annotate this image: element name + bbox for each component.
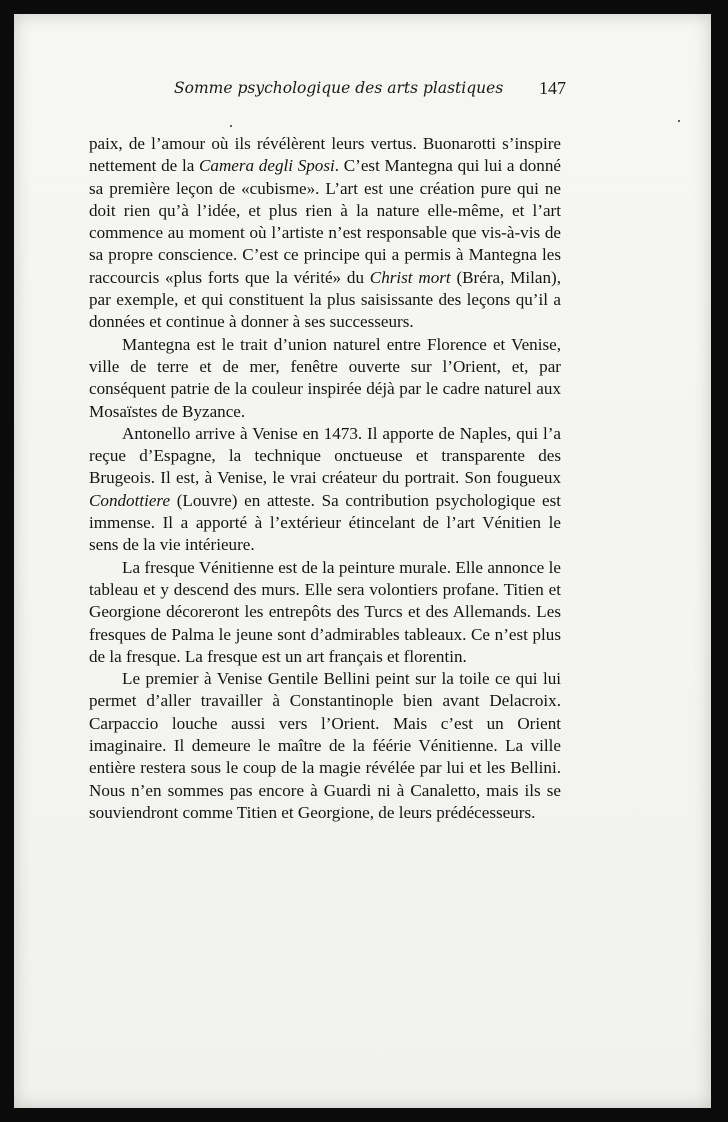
running-head: [90, 76, 566, 104]
running-title: Somme psychologique des arts plastiques: [174, 79, 504, 97]
paragraph: [89, 133, 561, 334]
page-number: 147: [539, 78, 566, 98]
text-run: La fresque Vénitienne est de la peinture murale. Elle annonce le tableau et y descend des murs. Elle sera volontiers profane. Titien et Georgione décoreront les entrepôts des Turcs et des Allemands. Les fresques de Palma le jeune sont d’admirables tableaux. Ce n’est plus de la fresque. La fresque est un art français et florentin.: [89, 557, 561, 666]
italic-title: Camera degli Sposi: [199, 156, 335, 176]
italic-title: Christ mort: [369, 267, 451, 287]
text-run: (Louvre) en atteste. Sa contribution psychologique est immense. Il a apporté à l’extérieur étincelant de l’art Vénitien le sens de la vie intérieure.: [89, 490, 561, 555]
print-speck: [230, 125, 232, 127]
text-run: . C’est Mantegna qui lui a donné sa première leçon de «cubisme». L’art est une création pure qui ne doit rien qu’à l’idée, et plus rien à la nature elle-même, et l’art commence au moment où l’artiste n’est responsable que vis-à-vis de sa propre conscience. C’est ce principe qui a permis à Mantegna les raccourcis «plus forts que la vérité» du: [89, 156, 561, 287]
text-run: paix, de l’amour où ils révélèrent leurs vertus. Buonarotti s’inspire nettement de la: [89, 134, 561, 176]
body-text: [89, 133, 561, 824]
paragraph: [89, 423, 561, 557]
text-run: Le premier à Venise Gentile Bellini peint sur la toile ce qui lui permet d’aller travailler à Constantinople bien avant Delacroix. Carpaccio louche aussi vers l’Orient. Mais c’est un Orient imaginaire. Il demeure le maître de la féérie Vénitienne. La ville entière restera sous le coup de la magie révélée par lui et les Bellini. Nous n’en sommes pas encore à Guardi ni à Canaletto, mais ils se souviendront comme Titien et Georgione, de leurs prédécesseurs.: [89, 669, 561, 822]
paragraph: [89, 557, 561, 668]
text-run: Mantegna est le trait d’union naturel entre Florence et Venise, ville de terre et de mer, fenêtre ouverte sur l’Orient, et, par conséquent patrie de la couleur inspirée déjà par le cadre naturel aux Mosaïstes de Byzance.: [89, 334, 561, 421]
italic-title: Condottiere: [89, 490, 171, 510]
text-run: Antonello arrive à Venise en 1473. Il apporte de Naples, qui l’a reçue d’Espagne, la technique onctueuse et transparente des Brugeois. Il est, à Venise, le vrai créateur du portrait. Son fougueux: [89, 423, 561, 488]
paragraph: [89, 334, 561, 423]
paragraph: [89, 668, 561, 824]
text-run: (Bréra, Milan), par exemple, et qui constituent la plus saisissante des leçons qu’il a données et continue à donner à ses successeurs.: [89, 267, 561, 332]
print-speck: [678, 120, 680, 122]
